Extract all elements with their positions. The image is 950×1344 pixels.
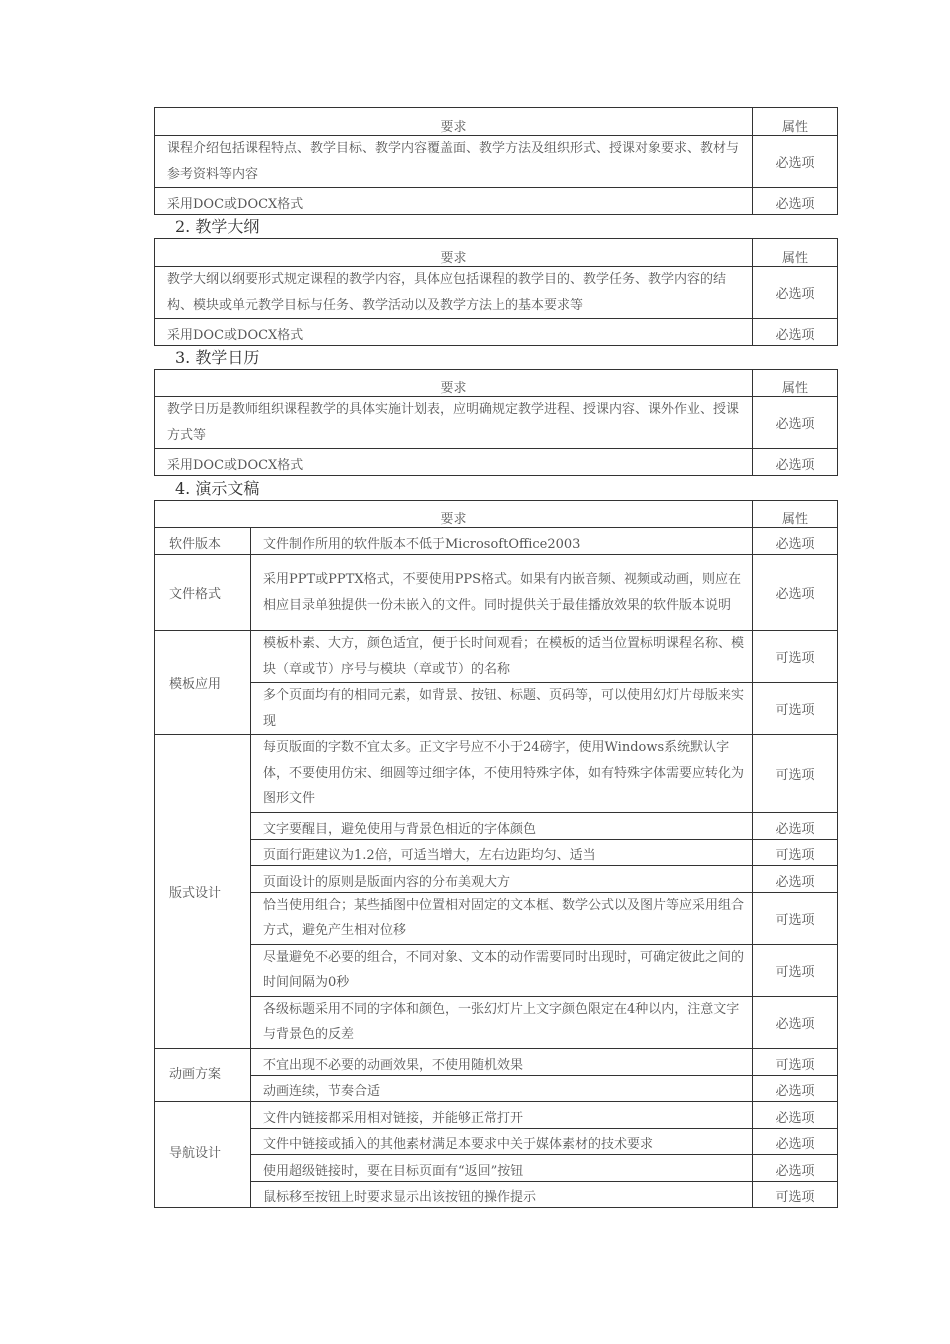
requirement-text: 动画连续，节奏合适	[251, 1075, 753, 1101]
attribute-value: 必选项	[753, 136, 838, 188]
attribute-value: 必选项	[753, 267, 838, 319]
requirement-text: 模板朴素、大方，颜色适宜，便于长时间观看；在模板的适当位置标明课程名称、模块（章或节）序号与模块（章或节）的名称	[251, 631, 753, 683]
attribute-value: 必选项	[753, 449, 838, 476]
requirement-text: 采用DOC或DOCX格式	[155, 449, 753, 476]
table-row	[155, 267, 838, 319]
table-row	[155, 892, 838, 944]
requirement-text: 使用超级链接时，要在目标页面有“返回”按钮	[251, 1154, 753, 1181]
section-heading: 4. 演示文稿	[175, 479, 260, 498]
table-row	[155, 865, 838, 892]
header-requirement: 要求	[155, 501, 753, 528]
table-row	[155, 1154, 838, 1181]
table-header-row	[155, 370, 838, 397]
table-row	[155, 136, 838, 188]
table-row	[155, 449, 838, 476]
table-row	[155, 1181, 838, 1207]
requirement-text: 页面设计的原则是版面内容的分布美观大方	[251, 865, 753, 892]
table-header-row	[155, 239, 838, 267]
table-row	[155, 944, 838, 996]
table-row	[155, 683, 838, 735]
table-header-row	[155, 501, 838, 528]
category-cell: 导航设计	[155, 1101, 251, 1207]
header-requirement: 要求	[155, 108, 753, 136]
requirement-text: 多个页面均有的相同元素，如背景、按钮、标题、页码等，可以使用幻灯片母版来实现	[251, 683, 753, 735]
table-row	[155, 812, 838, 839]
header-attribute: 属性	[753, 108, 838, 136]
attribute-value: 可选项	[753, 1181, 838, 1207]
table-row	[155, 528, 838, 555]
table-row	[155, 735, 838, 813]
attribute-value: 必选项	[753, 555, 838, 631]
attribute-value: 可选项	[753, 735, 838, 813]
requirement-text: 采用DOC或DOCX格式	[155, 188, 753, 215]
table-row	[155, 555, 838, 631]
requirement-text: 采用DOC或DOCX格式	[155, 319, 753, 346]
requirement-text: 教学日历是教师组织课程教学的具体实施计划表，应明确规定教学进程、授课内容、课外作业、授课方式等	[155, 397, 753, 449]
table-row	[155, 397, 838, 449]
attribute-value: 必选项	[753, 812, 838, 839]
category-cell: 软件版本	[155, 528, 251, 555]
attribute-value: 可选项	[753, 683, 838, 735]
category-cell: 动画方案	[155, 1048, 251, 1101]
header-requirement: 要求	[155, 239, 753, 267]
slides-table	[154, 500, 838, 1208]
attribute-value: 可选项	[753, 892, 838, 944]
requirement-text: 鼠标移至按钮上时要求显示出该按钮的操作提示	[251, 1181, 753, 1207]
requirement-text: 教学大纲以纲要形式规定课程的教学内容，具体应包括课程的教学目的、教学任务、教学内容的结构、模块或单元教学目标与任务、教学活动以及教学方法上的基本要求等	[155, 267, 753, 319]
attribute-value: 必选项	[753, 319, 838, 346]
requirement-text: 文件内链接都采用相对链接，并能够正常打开	[251, 1101, 753, 1128]
requirement-text: 采用PPT或PPTX格式，不要使用PPS格式。如果有内嵌音频、视频或动画，则应在相应目录单独提供一份未嵌入的文件。同时提供关于最佳播放效果的软件版本说明	[251, 555, 753, 631]
syllabus-table	[154, 238, 838, 346]
section-heading: 3. 教学日历	[175, 348, 260, 367]
requirement-text: 课程介绍包括课程特点、教学目标、教学内容覆盖面、教学方法及组织形式、授课对象要求、教材与参考资料等内容	[155, 136, 753, 188]
attribute-value: 必选项	[753, 1154, 838, 1181]
section-heading: 2. 教学大纲	[175, 217, 260, 236]
category-cell: 版式设计	[155, 735, 251, 1049]
table-row	[155, 1128, 838, 1154]
attribute-value: 必选项	[753, 1075, 838, 1101]
requirement-text: 页面行距建议为1.2倍，可适当增大，左右边距均匀、适当	[251, 839, 753, 865]
requirement-text: 恰当使用组合；某些插图中位置相对固定的文本框、数学公式以及图片等应采用组合方式，避免产生相对位移	[251, 892, 753, 944]
table-row	[155, 1101, 838, 1128]
attribute-value: 可选项	[753, 839, 838, 865]
attribute-value: 必选项	[753, 1101, 838, 1128]
attribute-value: 必选项	[753, 188, 838, 215]
table-row	[155, 319, 838, 346]
table-row	[155, 631, 838, 683]
header-attribute: 属性	[753, 239, 838, 267]
requirement-text: 文件中链接或插入的其他素材满足本要求中关于媒体素材的技术要求	[251, 1128, 753, 1154]
requirement-text: 文件制作所用的软件版本不低于MicrosoftOffice2003	[251, 528, 753, 555]
table-row	[155, 1048, 838, 1075]
attribute-value: 必选项	[753, 996, 838, 1048]
table-row	[155, 839, 838, 865]
table-row	[155, 1075, 838, 1101]
attribute-value: 必选项	[753, 865, 838, 892]
course-intro-table	[154, 107, 838, 215]
attribute-value: 必选项	[753, 528, 838, 555]
requirement-text: 每页版面的字数不宜太多。正文字号应不小于24磅字，使用Windows系统默认字体，不要使用仿宋、细圆等过细字体，不使用特殊字体，如有特殊字体需要应转化为图形文件	[251, 735, 753, 813]
header-attribute: 属性	[753, 501, 838, 528]
header-requirement: 要求	[155, 370, 753, 397]
header-attribute: 属性	[753, 370, 838, 397]
requirement-text: 不宜出现不必要的动画效果，不使用随机效果	[251, 1048, 753, 1075]
requirement-text: 尽量避免不必要的组合，不同对象、文本的动作需要同时出现时，可确定彼此之间的时间间隔为0秒	[251, 944, 753, 996]
category-cell: 模板应用	[155, 631, 251, 735]
table-row	[155, 996, 838, 1048]
attribute-value: 可选项	[753, 631, 838, 683]
table-header-row	[155, 108, 838, 136]
category-cell: 文件格式	[155, 555, 251, 631]
attribute-value: 可选项	[753, 1048, 838, 1075]
attribute-value: 必选项	[753, 1128, 838, 1154]
calendar-table	[154, 369, 838, 476]
table-row	[155, 188, 838, 215]
requirement-text: 文字要醒目，避免使用与背景色相近的字体颜色	[251, 812, 753, 839]
attribute-value: 可选项	[753, 944, 838, 996]
attribute-value: 必选项	[753, 397, 838, 449]
requirement-text: 各级标题采用不同的字体和颜色，一张幻灯片上文字颜色限定在4种以内，注意文字与背景色的反差	[251, 996, 753, 1048]
